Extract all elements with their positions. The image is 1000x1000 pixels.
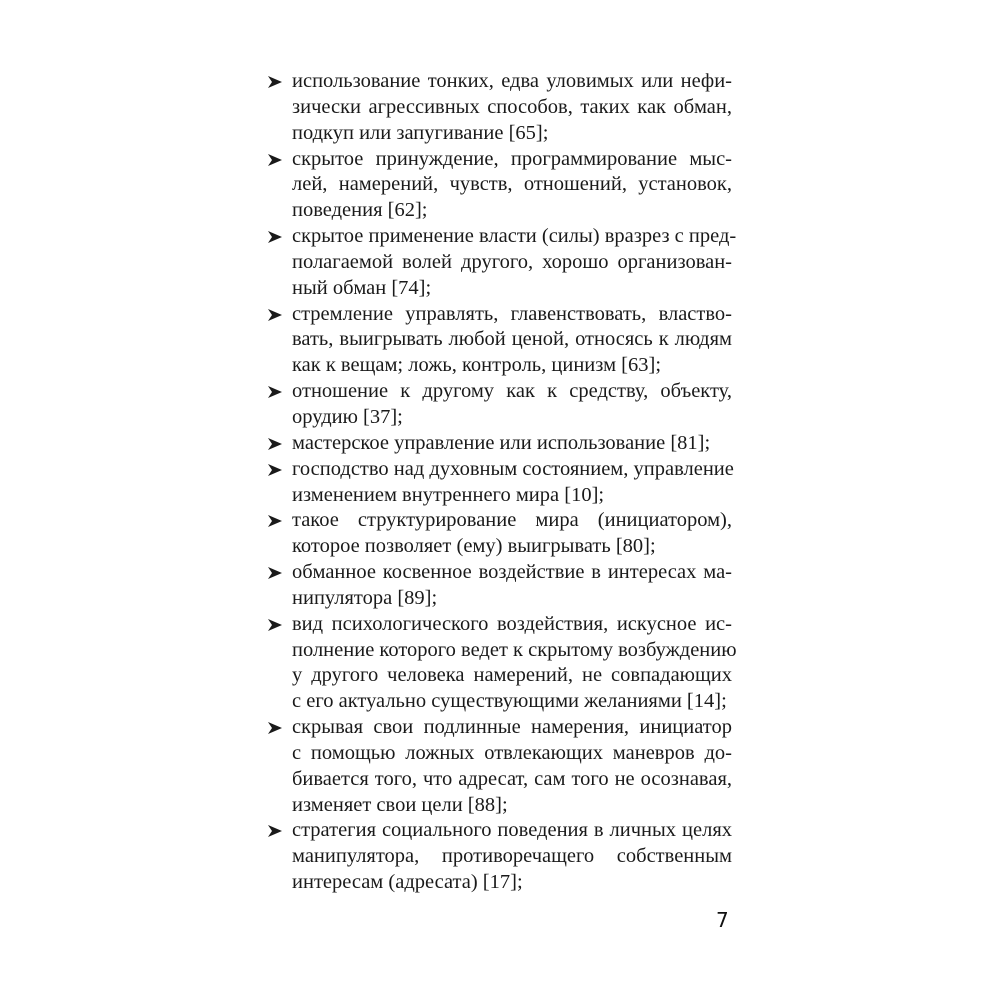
arrowhead-bullet-icon bbox=[266, 612, 284, 638]
text-line: отношение к другому как к средству, объекту, bbox=[292, 380, 732, 403]
text-line: обманное косвенное воздействие в интересах ма- bbox=[292, 561, 732, 584]
arrowhead-bullet-icon bbox=[266, 69, 284, 95]
arrowhead-bullet-icon bbox=[266, 147, 284, 173]
text-line: мастерское управление или использование [81]; bbox=[292, 431, 711, 454]
list-item bbox=[266, 612, 737, 715]
list-item bbox=[266, 715, 732, 818]
arrowhead-bullet-icon bbox=[266, 457, 284, 483]
text-line: вать, выигрывать любой ценой, относясь к людям bbox=[292, 328, 732, 351]
text-line: господство над духовным состоянием, управление bbox=[292, 457, 734, 480]
text-line: орудию [37]; bbox=[292, 405, 403, 428]
text-line: лей, намерений, чувств, отношений, установок, bbox=[292, 173, 732, 196]
text-line: полнение которого ведет к скрытому возбуждению bbox=[292, 638, 737, 661]
text-line: полагаемой волей другого, хорошо организован- bbox=[292, 250, 732, 273]
text-line: стратегия социального поведения в личных целях bbox=[292, 819, 732, 842]
text-line: стремление управлять, главенствовать, властво- bbox=[292, 302, 732, 325]
text-line: скрывая свои подлинные намерения, инициатор bbox=[292, 716, 732, 739]
text-line: использование тонких, едва уловимых или нефи- bbox=[292, 70, 732, 92]
arrowhead-bullet-icon bbox=[266, 431, 284, 457]
arrowhead-bullet-icon bbox=[266, 560, 284, 586]
arrowhead-bullet-icon bbox=[266, 508, 284, 534]
text-line: вид психологического воздействия, искусное ис- bbox=[292, 612, 732, 635]
list-item bbox=[266, 431, 732, 457]
list-item bbox=[266, 302, 732, 380]
text-line: как к вещам; ложь, контроль, цинизм [63]; bbox=[292, 354, 662, 377]
text-line: манипулятора, противоречащего собственным bbox=[292, 845, 732, 868]
arrowhead-bullet-icon bbox=[266, 224, 284, 250]
text-line: интересам (адресата) [17]; bbox=[292, 871, 523, 894]
list-item bbox=[266, 69, 732, 147]
text-line: такое структурирование мира (инициатором), bbox=[292, 509, 732, 532]
page-number: 7 bbox=[716, 908, 729, 932]
text-line: ный обман [74]; bbox=[292, 276, 432, 299]
arrowhead-bullet-icon bbox=[266, 715, 284, 741]
text-line: подкуп или запугивание [65]; bbox=[292, 121, 549, 144]
text-line: скрытое принуждение, программирование мыс- bbox=[292, 147, 732, 170]
text-line: скрытое применение власти (силы) вразрез с пред- bbox=[292, 225, 737, 248]
text-line: нипулятора [89]; bbox=[292, 586, 438, 609]
text-line: бивается того, что адресат, сам того не осознавая, bbox=[292, 767, 732, 790]
text-line: у другого человека намерений, не совпадающих bbox=[292, 664, 732, 687]
list-item bbox=[266, 818, 732, 896]
bullet-list bbox=[266, 69, 737, 896]
text-line: изменяет свои цели [88]; bbox=[292, 793, 508, 816]
text-line: поведения [62]; bbox=[292, 199, 428, 222]
list-item bbox=[266, 147, 732, 225]
list-item bbox=[266, 560, 732, 612]
text-line: зически агрессивных способов, таких как обман, bbox=[292, 95, 732, 118]
list-item bbox=[266, 379, 732, 431]
text-line: с его актуально существующими желаниями [14]; bbox=[292, 690, 727, 713]
text-line: с помощью ложных отвлекающих маневров до- bbox=[292, 741, 732, 764]
arrowhead-bullet-icon bbox=[266, 818, 284, 844]
list-item bbox=[266, 508, 732, 560]
list-item bbox=[266, 457, 732, 509]
list-item bbox=[266, 224, 737, 302]
text-line: изменением внутреннего мира [10]; bbox=[292, 483, 605, 506]
arrowhead-bullet-icon bbox=[266, 302, 284, 328]
text-line: которое позволяет (ему) выигрывать [80]; bbox=[292, 535, 656, 558]
arrowhead-bullet-icon bbox=[266, 379, 284, 405]
